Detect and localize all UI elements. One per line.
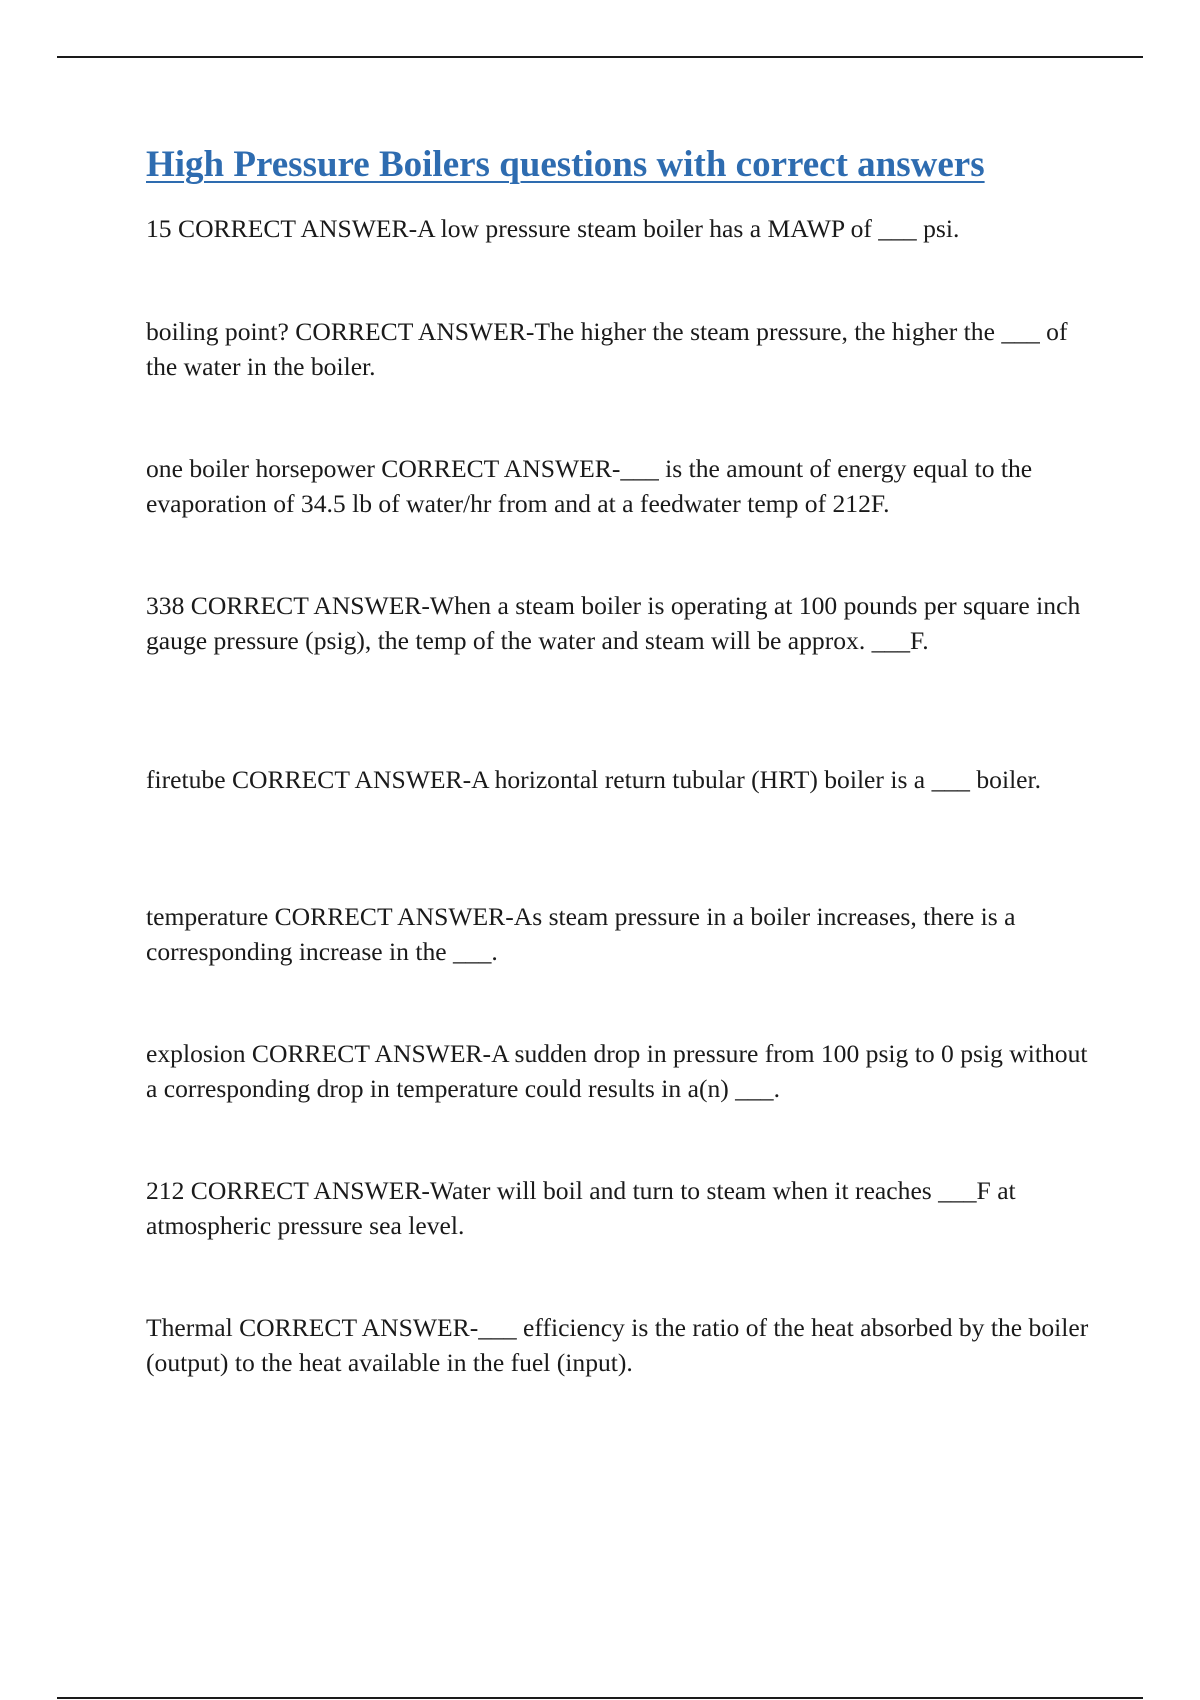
qa-item-6: temperature CORRECT ANSWER-As steam pressure in a boiler increases, there is a corresponding increase in the ___. <box>146 902 1016 966</box>
qa-item-4: 338 CORRECT ANSWER-When a steam boiler is operating at 100 pounds per square inch gauge pressure (psig), the temp of the water and steam will be approx. ___F. <box>146 591 1081 655</box>
header-rule <box>57 56 1143 58</box>
qa-item-5: firetube CORRECT ANSWER-A horizontal return tubular (HRT) boiler is a ___ boiler. <box>146 765 1042 794</box>
page-title: High Pressure Boilers questions with correct answers <box>146 144 985 185</box>
qa-item-9: Thermal CORRECT ANSWER-___ efficiency is the ratio of the heat absorbed by the boiler (output) to the heat available in the fuel (input). <box>146 1313 1089 1377</box>
qa-item-3: one boiler horsepower CORRECT ANSWER-___ is the amount of energy equal to the evaporation of 34.5 lb of water/hr from and at a feedwater temp of 212F. <box>146 454 1033 518</box>
qa-item-1: 15 CORRECT ANSWER-A low pressure steam boiler has a MAWP of ___ psi. <box>146 214 960 243</box>
footer-rule <box>57 1697 1143 1699</box>
qa-item-2: boiling point? CORRECT ANSWER-The higher the steam pressure, the higher the ___ of the water in the boiler. <box>146 317 1068 381</box>
qa-item-8: 212 CORRECT ANSWER-Water will boil and turn to steam when it reaches ___F at atmospheric pressure sea level. <box>146 1176 1016 1240</box>
qa-item-7: explosion CORRECT ANSWER-A sudden drop in pressure from 100 psig to 0 psig without a corresponding drop in temperature could results in a(n) ___. <box>146 1039 1088 1103</box>
